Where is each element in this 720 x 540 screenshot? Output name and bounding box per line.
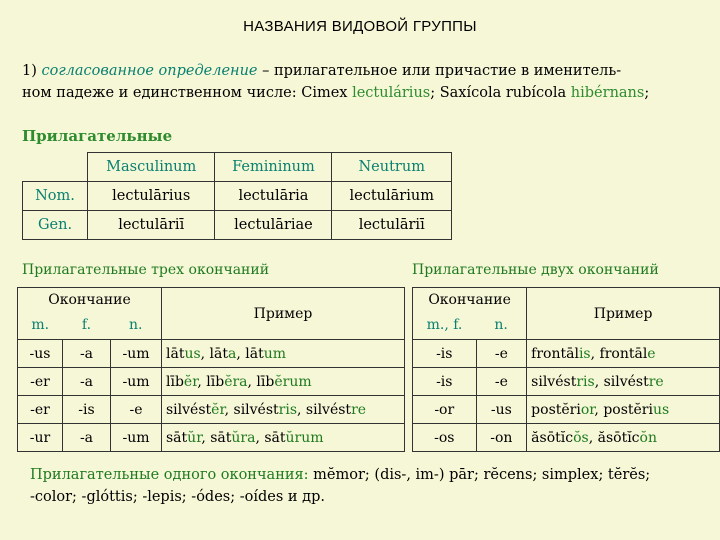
declension-table — [22, 152, 452, 240]
declension-header-row — [23, 153, 452, 182]
two-endings-header-row — [413, 288, 720, 312]
example-cell — [162, 424, 405, 452]
ending-header: Окончание — [18, 288, 162, 312]
example-stem: , ăsōtĭc — [588, 429, 640, 446]
example-stem: , līb — [197, 373, 225, 390]
example-stem: , lāt — [236, 345, 264, 362]
one-ending-rest-2: -color; -glóttis; -lepis; -ódes; -oídes и др. — [30, 489, 325, 505]
ending-f: -is — [63, 396, 111, 424]
three-endings-table — [17, 287, 405, 452]
example-stem: līb — [166, 373, 184, 390]
example-ending: re — [351, 401, 367, 418]
table-row — [413, 424, 720, 452]
example-ending: ĕr — [183, 373, 198, 390]
gender-mf: m., f. — [413, 312, 477, 340]
ending-n: -um — [111, 368, 162, 396]
example-stem: silvést — [166, 401, 212, 418]
example-cell — [162, 396, 405, 424]
ending-m: -ur — [18, 424, 63, 452]
ending-m: -er — [18, 396, 63, 424]
header-masculinum: Masculinum — [88, 153, 215, 182]
intro-number: 1) — [22, 63, 37, 79]
two-endings-table — [412, 287, 720, 452]
example-stem: , lāt — [200, 345, 229, 362]
adjectives-header: Прилагательные — [22, 127, 173, 145]
two-endings-title: Прилагательные двух окончаний — [412, 262, 659, 278]
example-ending: ĕra — [224, 373, 248, 390]
example-cell — [162, 340, 405, 368]
table-row — [413, 340, 720, 368]
example-ending: e — [647, 345, 656, 362]
ending-mf: -os — [413, 424, 477, 452]
example-stem: , silvést — [594, 373, 649, 390]
one-ending-lead: Прилагательные одного окончания: — [30, 467, 309, 483]
gender-m: m. — [18, 312, 63, 340]
table-cell: lectulāriī — [332, 211, 452, 240]
example-cell — [162, 368, 405, 396]
ending-n: -um — [111, 424, 162, 452]
declension-header-blank — [23, 153, 88, 182]
ending-m: -us — [18, 340, 63, 368]
example-header: Пример — [162, 288, 405, 340]
example-ending: um — [263, 345, 287, 362]
example-ending: or — [580, 401, 595, 418]
example-stem: , sāt — [255, 429, 286, 446]
three-endings-header-row — [18, 288, 405, 312]
declension-row-nom — [23, 182, 452, 211]
ending-n: -e — [476, 368, 527, 396]
example-cell — [527, 424, 720, 452]
gender-n: n. — [476, 312, 527, 340]
ending-mf: -is — [413, 340, 477, 368]
example-cell — [527, 340, 720, 368]
ending-m: -er — [18, 368, 63, 396]
example-cell — [527, 368, 720, 396]
header-femininum: Femininum — [215, 153, 332, 182]
table-cell: lectulāriae — [215, 211, 332, 240]
ending-mf: -or — [413, 396, 477, 424]
example-stem: postĕri — [531, 401, 581, 418]
declension-row-gen — [23, 211, 452, 240]
example-ending: ĕrum — [274, 373, 312, 390]
ending-mf: -is — [413, 368, 477, 396]
example-ending: ris — [278, 401, 298, 418]
intro-text-b: ном падеже и единственном числе: Cimex — [22, 85, 353, 101]
example-stem: , silvést — [297, 401, 352, 418]
ending-n: -e — [476, 340, 527, 368]
table-row — [18, 368, 405, 396]
example-stem: frontāl — [531, 345, 579, 362]
ending-header: Окончание — [413, 288, 527, 312]
example-stem: silvést — [531, 373, 577, 390]
example-ending: ris — [576, 373, 595, 390]
gender-n: n. — [111, 312, 162, 340]
page-title: НАЗВАНИЯ ВИДОВОЙ ГРУППЫ — [243, 18, 477, 35]
intro-example-1: lectulárius — [352, 85, 431, 101]
case-label: Nom. — [23, 182, 88, 211]
example-ending: us — [652, 401, 670, 418]
one-ending-rest-1: mĕmor; (dis-, im-) pār; rĕcens; simplex; tĕrĕs; — [308, 467, 651, 483]
example-ending: ŭra — [231, 429, 256, 446]
table-row — [413, 396, 720, 424]
case-label: Gen. — [23, 211, 88, 240]
example-cell — [527, 396, 720, 424]
example-header: Пример — [527, 288, 720, 340]
header-neutrum: Neutrum — [332, 153, 452, 182]
example-stem: , postĕri — [594, 401, 653, 418]
table-cell: lectulārium — [332, 182, 452, 211]
table-row — [18, 424, 405, 452]
intro-term: согласованное определение — [41, 63, 258, 79]
example-ending: ŏs — [573, 429, 589, 446]
table-row — [18, 396, 405, 424]
example-stem: , līb — [247, 373, 275, 390]
intro-text-c: ; Saxícola rubícola — [430, 85, 571, 101]
ending-n: -on — [476, 424, 527, 452]
ending-n: -e — [111, 396, 162, 424]
example-ending: is — [578, 345, 591, 362]
intro-example-2: hibérnans — [570, 85, 645, 101]
table-cell: lectulāria — [215, 182, 332, 211]
example-stem: , frontāl — [590, 345, 648, 362]
table-cell: lectulārius — [88, 182, 215, 211]
ending-n: -um — [111, 340, 162, 368]
ending-f: -a — [63, 368, 111, 396]
example-ending: ŭr — [187, 429, 202, 446]
table-row — [18, 340, 405, 368]
example-ending: ŏn — [639, 429, 657, 446]
one-ending-note — [30, 464, 710, 508]
example-ending: us — [184, 345, 201, 362]
example-ending: re — [648, 373, 664, 390]
table-row — [413, 368, 720, 396]
table-cell: lectulāriī — [88, 211, 215, 240]
example-stem: sāt — [166, 429, 188, 446]
intro-text-d: ; — [644, 85, 650, 101]
three-endings-title: Прилагательные трех окончаний — [22, 262, 270, 278]
ending-f: -a — [63, 424, 111, 452]
example-stem: , sāt — [201, 429, 232, 446]
example-ending: ĕr — [211, 401, 225, 418]
example-ending: ŭrum — [285, 429, 324, 446]
example-stem: lāt — [166, 345, 185, 362]
intro-paragraph — [22, 60, 712, 104]
intro-text-a: – прилагательное или причастие в именитель- — [257, 63, 622, 79]
example-stem: , silvést — [224, 401, 279, 418]
example-stem: ăsōtĭc — [531, 429, 574, 446]
gender-f: f. — [63, 312, 111, 340]
ending-n: -us — [476, 396, 527, 424]
ending-f: -a — [63, 340, 111, 368]
example-ending: a — [228, 345, 237, 362]
